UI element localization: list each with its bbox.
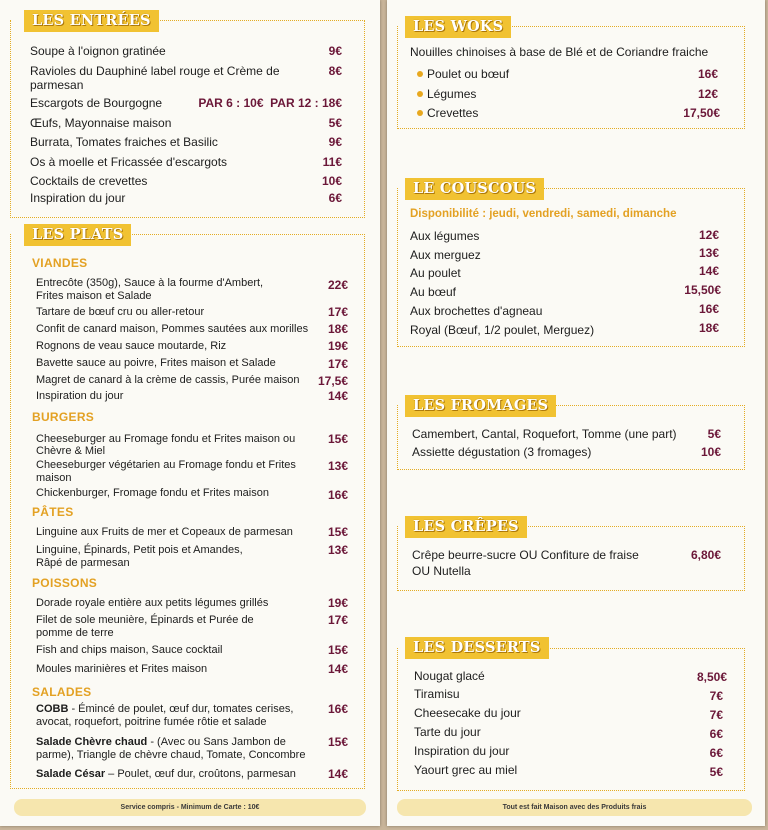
menu-item-price: 7€ [709, 689, 723, 703]
menu-item-name: Bavette sauce au poivre, Frites maison et Salade [36, 357, 276, 369]
category-viandes: VIANDES [32, 256, 88, 270]
menu-item-name: Tiramisu [414, 687, 460, 701]
menu-item-name: Linguine, Épinards, Petit pois et Amandes, [36, 544, 243, 556]
menu-item-name: Escargots de Bourgogne [30, 96, 163, 110]
menu-item-name: Inspiration du jour [36, 390, 124, 402]
menu-left-page [0, 0, 380, 826]
menu-item-name-cont: Frites maison et Salade [36, 290, 152, 302]
menu-item-price: 10€ [700, 445, 721, 459]
menu-item-price: 7€ [709, 708, 723, 722]
menu-item-name: Assiette dégustation (3 fromages) [412, 445, 592, 459]
menu-item-name: Tarte du jour [414, 725, 481, 739]
menu-item-name: Aux brochettes d'agneau [410, 304, 543, 318]
entrees-title: LES ENTRÉES [24, 10, 159, 32]
menu-item-desc: - (Avec ou Sans Jambon de [147, 736, 286, 748]
category-poissons: POISSONS [32, 576, 98, 590]
menu-item-price: 12€ [697, 87, 718, 101]
menu-item-bold-name: Salade Chèvre chaud [36, 736, 148, 748]
menu-item-price: 17€ [327, 305, 348, 319]
right-footer: Tout est fait Maison avec des Produits frais [397, 799, 752, 816]
bullet-icon [417, 71, 423, 77]
menu-item-name: Soupe à l'oignon gratinée [30, 44, 166, 58]
menu-item-price: 13€ [327, 459, 348, 473]
menu-item-price-detail: PAR 6 : 10€ PAR 12 : 18€ [198, 96, 342, 110]
menu-item-price: 6€ [709, 746, 723, 760]
fromages-frame-top [527, 405, 745, 406]
menu-item-price: 11€ [322, 155, 342, 169]
menu-item-name: Œufs, Mayonnaise maison [30, 116, 172, 130]
menu-item-name-cont: OU Nutella [412, 564, 471, 578]
menu-item-name-cont: avocat, roquefort, poitrine fumée rôtie et salade [36, 716, 267, 728]
menu-item-price: 12€ [698, 228, 719, 242]
menu-item-name: Inspiration du jour [414, 744, 510, 758]
menu-item-desc: - Émincé de poulet, œuf dur, tomates cerises, [68, 703, 294, 715]
menu-item-name: Cocktails de crevettes [30, 174, 148, 188]
menu-item-price: 16€ [327, 488, 348, 502]
menu-item-name: Fish and chips maison, Sauce cocktail [36, 644, 223, 656]
menu-item-name-cont: maison [36, 472, 72, 484]
menu-item-price: 6€ [709, 727, 723, 741]
menu-item-price: 8€ [328, 64, 342, 78]
menu-item-name: Cheeseburger au Fromage fondu et Frites maison ou [36, 433, 296, 445]
menu-item-name: Légumes [427, 87, 477, 101]
menu-item-price: 14€ [327, 767, 348, 781]
menu-item-name-cont: Râpé de parmesan [36, 557, 130, 569]
menu-item-name [36, 735, 286, 749]
menu-item-name: Cheesecake du jour [414, 706, 521, 720]
menu-item-name-cont: pomme de terre [36, 627, 114, 639]
menu-item-name: Tartare de bœuf cru ou aller-retour [36, 306, 205, 318]
menu-item-price: 17,5€ [317, 374, 348, 388]
menu-item-name: Confit de canard maison, Pommes sautées aux morilles [36, 323, 309, 335]
menu-item-price: 15,50€ [684, 283, 721, 297]
menu-item-name: Yaourt grec au miel [414, 763, 518, 777]
menu-item-price: 5€ [707, 427, 721, 441]
menu-item-price: 19€ [327, 339, 348, 353]
crepes-frame-top [513, 526, 745, 527]
plats-title: LES PLATS [24, 224, 131, 246]
woks-title: LES WOKS [405, 16, 511, 38]
menu-item-name: Inspiration du jour [30, 191, 126, 205]
menu-item-name: Burrata, Tomates fraiches et Basilic [30, 135, 218, 149]
menu-item-name: Linguine aux Fruits de mer et Copeaux de parmesan [36, 526, 293, 538]
menu-item-name: Royal (Bœuf, 1/2 poulet, Merguez) [410, 323, 595, 337]
menu-item-name: Moules marinières et Frites maison [36, 663, 208, 675]
menu-item-name: Au poulet [410, 266, 461, 280]
menu-item-name: Magret de canard à la crème de cassis, Purée maison [36, 374, 300, 386]
menu-item-price: 22€ [327, 278, 348, 292]
menu-item-price: 14€ [327, 389, 348, 403]
menu-item-price: 14€ [698, 264, 719, 278]
menu-item-price: 18€ [698, 321, 719, 335]
couscous-frame-top [517, 188, 745, 189]
menu-item-price: 15€ [327, 432, 348, 446]
menu-item-price: 16€ [327, 702, 348, 716]
menu-item-name: Os à moelle et Fricassée d'escargots [30, 155, 228, 169]
menu-item-price: 17€ [327, 613, 348, 627]
menu-item-name-cont: Chèvre & Miel [36, 445, 106, 457]
menu-item-price: 15€ [327, 525, 348, 539]
menu-item-price: 13€ [698, 246, 719, 260]
couscous-title: LE COUSCOUS [405, 178, 544, 200]
menu-item-price: 16€ [697, 67, 718, 81]
menu-item-name [36, 767, 296, 781]
category-burgers: BURGERS [32, 410, 95, 424]
menu-item-price: 16€ [698, 302, 719, 316]
couscous-availability: Disponibilité : jeudi, vendredi, samedi, dimanche [410, 208, 677, 220]
menu-item-name-cont: parmesan [30, 78, 84, 92]
woks-frame-top [495, 26, 745, 27]
menu-item-price: 18€ [327, 322, 348, 336]
menu-item-price: 19€ [327, 596, 348, 610]
fromages-title: LES FROMAGES [405, 395, 556, 417]
menu-item-price: 15€ [327, 643, 348, 657]
crepes-title: LES CRÊPES [405, 516, 527, 538]
menu-item-price: 9€ [328, 44, 342, 58]
menu-item-name: Aux merguez [410, 248, 481, 262]
menu-right-page [387, 0, 765, 826]
menu-item-name: Entrecôte (350g), Sauce à la fourme d'Ambert, [36, 277, 264, 289]
menu-item-desc: – Poulet, œuf dur, croûtons, parmesan [105, 768, 296, 780]
menu-item-price: 8,50€ [696, 670, 727, 684]
category-pates: PÂTES [32, 505, 74, 519]
category-salades: SALADES [32, 685, 92, 699]
menu-item-name: Camembert, Cantal, Roquefort, Tomme (une part) [412, 427, 677, 441]
menu-item-price: 6€ [328, 191, 342, 205]
bullet-icon [417, 110, 423, 116]
left-footer: Service compris - Minimum de Carte : 10€ [14, 799, 366, 816]
menu-item-price: 17,50€ [683, 106, 720, 120]
menu-item-price: 5€ [709, 765, 723, 779]
menu-item-name: Crevettes [427, 106, 479, 120]
menu-item-name: Crêpe beurre-sucre OU Confiture de fraise [412, 548, 639, 562]
menu-item-name: Cheeseburger végétarien au Fromage fondu et Frites [36, 459, 296, 471]
menu-item-bold-name: COBB [36, 703, 69, 715]
menu-item-price: 17€ [327, 357, 348, 371]
menu-item-name: Nougat glacé [414, 669, 485, 683]
entrees-frame-top [138, 20, 365, 21]
menu-item-price: 9€ [328, 135, 342, 149]
menu-item-name: Chickenburger, Fromage fondu et Frites maison [36, 487, 269, 499]
menu-item-name: Rognons de veau sauce moutarde, Riz [36, 340, 227, 352]
menu-item-name: Ravioles du Dauphiné label rouge et Crème de [30, 64, 280, 78]
menu-item-name-cont: parme), Triangle de chèvre chaud, Tomate, Concombre [36, 749, 306, 761]
bullet-icon [417, 91, 423, 97]
menu-item-name [36, 702, 293, 716]
menu-item-price: 15€ [327, 735, 348, 749]
menu-item-name: Poulet ou bœuf [427, 67, 510, 81]
menu-item-name: Aux légumes [410, 229, 480, 243]
menu-item-price: 5€ [328, 116, 342, 130]
plats-frame-top [118, 234, 365, 235]
menu-item-price: 6,80€ [690, 548, 721, 562]
menu-item-price: 13€ [327, 543, 348, 557]
menu-item-bold-name: Salade César [36, 768, 106, 780]
menu-item-name: Filet de sole meunière, Épinards et Purée de [36, 614, 254, 626]
menu-item-name: Au bœuf [410, 285, 457, 299]
menu-item-price: 14€ [327, 662, 348, 676]
menu-item-name: Dorade royale entière aux petits légumes grillés [36, 597, 269, 609]
woks-intro: Nouilles chinoises à base de Blé et de Coriandre fraiche [410, 45, 709, 59]
menu-item-price: 10€ [321, 174, 342, 188]
desserts-title: LES DESSERTS [405, 637, 549, 659]
desserts-frame-top [529, 648, 745, 649]
